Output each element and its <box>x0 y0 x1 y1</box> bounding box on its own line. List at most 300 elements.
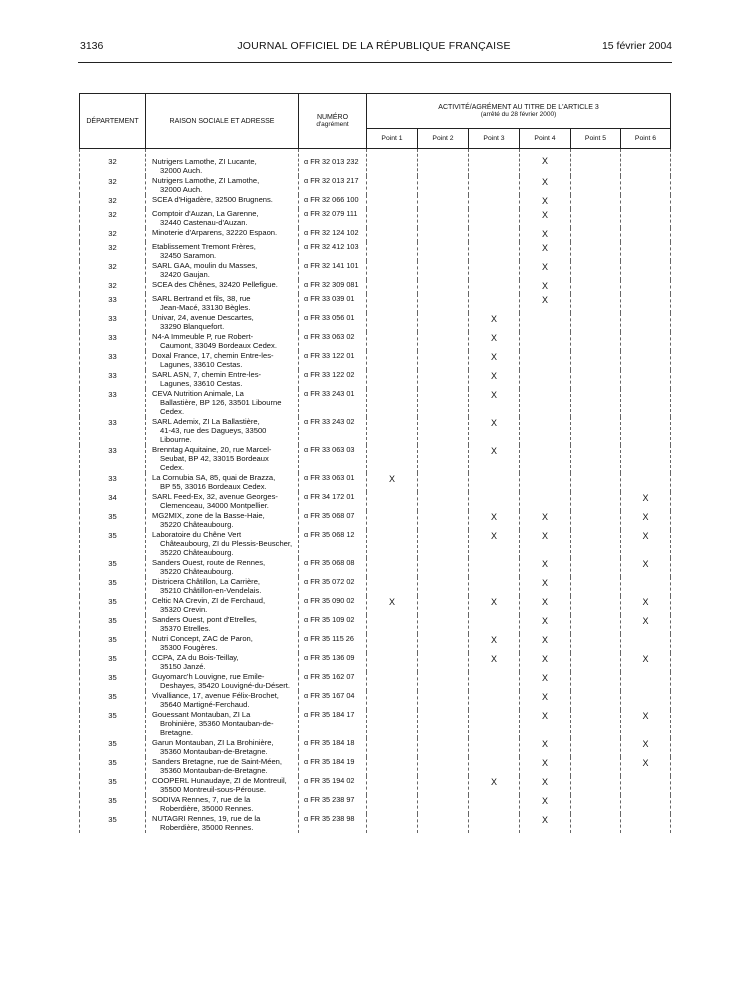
departement-cell: 35 <box>80 530 146 558</box>
point-4-mark <box>520 473 571 492</box>
point-3-mark: X <box>469 313 520 332</box>
company-address: 32450 Saramon. <box>160 251 217 260</box>
agrement-number-cell: α FR 35 194 02 <box>299 776 367 795</box>
col-header-numero-sub: d'agrément <box>316 121 349 128</box>
point-6-mark <box>621 814 671 833</box>
point-3-mark: X <box>469 332 520 351</box>
agrement-number-cell: α FR 34 172 01 <box>299 492 367 511</box>
company-name: COOPERL Hunaudaye, ZI de Montreuil, <box>152 776 287 785</box>
table-row <box>80 195 671 209</box>
point-4-mark: X <box>520 294 571 313</box>
point-1-mark <box>367 814 418 833</box>
point-4-mark: X <box>520 577 571 596</box>
agrement-number-cell: α FR 33 063 03 <box>299 445 367 473</box>
point-2-mark <box>418 492 469 511</box>
point-4-mark: X <box>520 653 571 672</box>
point-3-mark <box>469 757 520 776</box>
agrement-number-cell: α FR 32 013 232 <box>299 149 367 177</box>
point-5-mark <box>571 417 621 445</box>
table-row <box>80 445 671 473</box>
departement-cell: 35 <box>80 710 146 738</box>
company-name: SCEA des Chênes, 32420 Pellefigue. <box>152 280 278 289</box>
table-row <box>80 313 671 332</box>
point-4-mark: X <box>520 209 571 228</box>
point-5-mark <box>571 195 621 209</box>
raison-sociale-cell <box>146 370 299 389</box>
table-row <box>80 511 671 530</box>
point-4-mark: X <box>520 691 571 710</box>
col-header-point-2: Point 2 <box>418 129 469 149</box>
point-3-mark <box>469 242 520 261</box>
company-name: Sanders Ouest, route de Rennes, <box>152 558 266 567</box>
point-3-mark: X <box>469 370 520 389</box>
table-row <box>80 389 671 417</box>
raison-sociale-cell <box>146 261 299 280</box>
point-6-mark <box>621 332 671 351</box>
departement-cell: 33 <box>80 417 146 445</box>
point-5-mark <box>571 577 621 596</box>
col-header-point-6: Point 6 <box>621 129 671 149</box>
table-row <box>80 672 671 691</box>
table-row <box>80 757 671 776</box>
point-5-mark <box>571 242 621 261</box>
agrement-number-cell: α FR 33 056 01 <box>299 313 367 332</box>
point-3-mark <box>469 710 520 738</box>
point-3-mark <box>469 492 520 511</box>
point-1-mark <box>367 242 418 261</box>
company-address: Lagunes, 33610 Cestas. <box>160 379 243 388</box>
table-row <box>80 370 671 389</box>
company-name: Doxal France, 17, chemin Entre-les- <box>152 351 274 360</box>
company-address: 35210 Châtillon-en-Vendelais. <box>160 586 262 595</box>
raison-sociale-cell <box>146 691 299 710</box>
company-name: NUTAGRI Rennes, 19, rue de la <box>152 814 261 823</box>
company-address: Caumont, 33049 Bordeaux Cedex. <box>160 341 277 350</box>
company-name: Districera Châtillon, La Carrière, <box>152 577 261 586</box>
departement-cell: 35 <box>80 776 146 795</box>
point-6-mark <box>621 776 671 795</box>
company-address: 41-43, rue des Dagueys, 33500 Libourne. <box>160 426 267 444</box>
table-row <box>80 577 671 596</box>
point-2-mark <box>418 710 469 738</box>
table-row <box>80 691 671 710</box>
point-1-mark <box>367 738 418 757</box>
point-5-mark <box>571 280 621 294</box>
point-4-mark <box>520 389 571 417</box>
company-name: Etablissement Tremont Frères, <box>152 242 256 251</box>
raison-sociale-cell <box>146 814 299 833</box>
raison-sociale-cell <box>146 209 299 228</box>
agrement-number-cell: α FR 35 068 12 <box>299 530 367 558</box>
point-6-mark <box>621 313 671 332</box>
table-row <box>80 417 671 445</box>
raison-sociale-cell <box>146 511 299 530</box>
point-6-mark: X <box>621 738 671 757</box>
point-3-mark <box>469 209 520 228</box>
point-6-mark <box>621 389 671 417</box>
agrement-number-cell: α FR 35 184 19 <box>299 757 367 776</box>
point-5-mark <box>571 691 621 710</box>
point-5-mark <box>571 596 621 615</box>
point-4-mark <box>520 370 571 389</box>
departement-cell: 33 <box>80 332 146 351</box>
point-1-mark: X <box>367 596 418 615</box>
raison-sociale-cell <box>146 492 299 511</box>
company-name: Comptoir d'Auzan, La Garenne, <box>152 209 259 218</box>
departement-cell: 33 <box>80 313 146 332</box>
departement-cell: 33 <box>80 389 146 417</box>
raison-sociale-cell <box>146 242 299 261</box>
point-6-mark <box>621 294 671 313</box>
point-6-mark: X <box>621 653 671 672</box>
point-2-mark <box>418 195 469 209</box>
point-6-mark <box>621 445 671 473</box>
point-1-mark <box>367 691 418 710</box>
point-6-mark <box>621 149 671 177</box>
company-name: CEVA Nutrition Animale, La <box>152 389 244 398</box>
point-3-mark <box>469 615 520 634</box>
point-1-mark <box>367 757 418 776</box>
company-name: Univar, 24, avenue Descartes, <box>152 313 254 322</box>
point-4-mark: X <box>520 261 571 280</box>
departement-cell: 32 <box>80 209 146 228</box>
point-5-mark <box>571 795 621 814</box>
table-row <box>80 530 671 558</box>
raison-sociale-cell <box>146 149 299 177</box>
departement-cell: 35 <box>80 653 146 672</box>
point-4-mark: X <box>520 596 571 615</box>
table-row <box>80 332 671 351</box>
point-5-mark <box>571 615 621 634</box>
point-6-mark <box>621 228 671 242</box>
point-3-mark <box>469 738 520 757</box>
point-5-mark <box>571 530 621 558</box>
agrement-number-cell: α FR 32 309 081 <box>299 280 367 294</box>
point-1-mark <box>367 176 418 195</box>
departement-cell: 33 <box>80 294 146 313</box>
agrement-number-cell: α FR 32 013 217 <box>299 176 367 195</box>
table-row <box>80 294 671 313</box>
agrement-number-cell: α FR 35 136 09 <box>299 653 367 672</box>
departement-cell: 35 <box>80 577 146 596</box>
point-2-mark <box>418 634 469 653</box>
company-name: N4-A Immeuble P, rue Robert- <box>152 332 254 341</box>
point-2-mark <box>418 776 469 795</box>
table-row <box>80 242 671 261</box>
point-5-mark <box>571 473 621 492</box>
company-address: 35370 Etrelles. <box>160 624 211 633</box>
point-2-mark <box>418 615 469 634</box>
raison-sociale-cell <box>146 710 299 738</box>
col-header-point-1: Point 1 <box>367 129 418 149</box>
point-4-mark: X <box>520 776 571 795</box>
company-name: Guyomarc'h Louvigne, rue Emile- <box>152 672 265 681</box>
point-5-mark <box>571 814 621 833</box>
point-1-mark <box>367 653 418 672</box>
company-address: 35360 Montauban-de-Bretagne. <box>160 747 268 756</box>
table-row <box>80 615 671 634</box>
point-2-mark <box>418 209 469 228</box>
point-2-mark <box>418 577 469 596</box>
point-4-mark: X <box>520 149 571 177</box>
header-rule <box>78 62 672 63</box>
point-3-mark: X <box>469 389 520 417</box>
company-name: Sanders Bretagne, rue de Saint-Méen, <box>152 757 283 766</box>
point-6-mark <box>621 795 671 814</box>
raison-sociale-cell <box>146 445 299 473</box>
departement-cell: 35 <box>80 738 146 757</box>
company-name: Brenntag Aquitaine, 20, rue Marcel- <box>152 445 272 454</box>
company-address: Châteaubourg, ZI du Plessis-Beuscher, 35220 Châteaubourg. <box>160 539 293 557</box>
point-3-mark <box>469 672 520 691</box>
company-name: SARL GAA, moulin du Masses, <box>152 261 258 270</box>
agrement-number-cell: α FR 35 162 07 <box>299 672 367 691</box>
point-2-mark <box>418 757 469 776</box>
raison-sociale-cell <box>146 351 299 370</box>
point-6-mark: X <box>621 558 671 577</box>
point-1-mark <box>367 615 418 634</box>
company-name: Celtic NA Crevin, ZI de Ferchaud, <box>152 596 266 605</box>
col-header-numero-label: NUMÉRO <box>316 114 349 121</box>
point-2-mark <box>418 653 469 672</box>
point-3-mark <box>469 795 520 814</box>
departement-cell: 32 <box>80 280 146 294</box>
point-2-mark <box>418 242 469 261</box>
company-address: 35150 Janzé. <box>160 662 206 671</box>
company-address: 33290 Blanquefort. <box>160 322 225 331</box>
company-address: Brohinière, 35360 Montauban-de-Bretagne. <box>160 719 274 737</box>
raison-sociale-cell <box>146 176 299 195</box>
point-6-mark: X <box>621 530 671 558</box>
point-4-mark: X <box>520 195 571 209</box>
point-1-mark <box>367 389 418 417</box>
col-header-point-4: Point 4 <box>520 129 571 149</box>
company-name: Vivalliance, 17, avenue Félix-Brochet, <box>152 691 279 700</box>
point-3-mark <box>469 814 520 833</box>
point-5-mark <box>571 776 621 795</box>
point-5-mark <box>571 351 621 370</box>
point-3-mark <box>469 558 520 577</box>
point-6-mark <box>621 473 671 492</box>
point-5-mark <box>571 634 621 653</box>
point-5-mark <box>571 261 621 280</box>
point-1-mark <box>367 634 418 653</box>
point-3-mark <box>469 149 520 177</box>
point-2-mark <box>418 672 469 691</box>
departement-cell: 33 <box>80 473 146 492</box>
company-address: Seubat, BP 42, 33015 Bordeaux Cedex. <box>160 454 269 472</box>
point-6-mark: X <box>621 615 671 634</box>
point-3-mark <box>469 228 520 242</box>
departement-cell: 35 <box>80 672 146 691</box>
point-4-mark: X <box>520 814 571 833</box>
agrement-number-cell: α FR 32 079 111 <box>299 209 367 228</box>
col-header-numero <box>299 94 367 149</box>
point-1-mark <box>367 209 418 228</box>
point-3-mark: X <box>469 417 520 445</box>
company-address: 35220 Châteaubourg. <box>160 567 234 576</box>
raison-sociale-cell <box>146 332 299 351</box>
company-name: Minoterie d'Arparens, 32220 Espaon. <box>152 228 278 237</box>
table-row <box>80 776 671 795</box>
point-2-mark <box>418 294 469 313</box>
point-1-mark <box>367 149 418 177</box>
point-5-mark <box>571 313 621 332</box>
table-row <box>80 280 671 294</box>
point-5-mark <box>571 209 621 228</box>
point-1-mark <box>367 195 418 209</box>
raison-sociale-cell <box>146 615 299 634</box>
agrement-number-cell: α FR 33 122 02 <box>299 370 367 389</box>
company-address: 32000 Auch. <box>160 166 203 175</box>
company-name: SCEA d'Higadère, 32500 Brugnens. <box>152 195 273 204</box>
table-row <box>80 209 671 228</box>
departement-cell: 32 <box>80 261 146 280</box>
agrement-number-cell: α FR 33 063 02 <box>299 332 367 351</box>
point-1-mark <box>367 492 418 511</box>
point-6-mark: X <box>621 757 671 776</box>
table-row <box>80 634 671 653</box>
company-name: SARL Bertrand et fils, 38, rue <box>152 294 251 303</box>
point-1-mark <box>367 313 418 332</box>
table-row <box>80 228 671 242</box>
approvals-table <box>79 93 671 833</box>
point-3-mark <box>469 691 520 710</box>
point-5-mark <box>571 757 621 776</box>
point-1-mark <box>367 370 418 389</box>
point-1-mark <box>367 228 418 242</box>
point-4-mark <box>520 492 571 511</box>
company-name: SARL Ademix, ZI La Ballastière, <box>152 417 260 426</box>
raison-sociale-cell <box>146 294 299 313</box>
agrement-number-cell: α FR 35 184 17 <box>299 710 367 738</box>
departement-cell: 33 <box>80 445 146 473</box>
point-3-mark <box>469 280 520 294</box>
point-6-mark <box>621 176 671 195</box>
page-number: 3136 <box>80 40 104 52</box>
point-2-mark <box>418 814 469 833</box>
agrement-number-cell: α FR 35 238 97 <box>299 795 367 814</box>
point-1-mark <box>367 530 418 558</box>
point-4-mark: X <box>520 738 571 757</box>
col-header-point-5: Point 5 <box>571 129 621 149</box>
point-3-mark <box>469 473 520 492</box>
company-name: SARL Feed-Ex, 32, avenue Georges- <box>152 492 278 501</box>
raison-sociale-cell <box>146 473 299 492</box>
point-5-mark <box>571 176 621 195</box>
departement-cell: 35 <box>80 814 146 833</box>
company-name: CCPA, ZA du Bois-Teillay, <box>152 653 239 662</box>
point-1-mark <box>367 351 418 370</box>
point-1-mark <box>367 261 418 280</box>
departement-cell: 32 <box>80 195 146 209</box>
agrement-number-cell: α FR 32 066 100 <box>299 195 367 209</box>
raison-sociale-cell <box>146 577 299 596</box>
company-address: 35640 Martigné-Ferchaud. <box>160 700 250 709</box>
point-6-mark <box>621 351 671 370</box>
company-name: Nutrigers Lamothe, ZI Lucante, <box>152 157 257 166</box>
departement-cell: 35 <box>80 615 146 634</box>
company-name: Sanders Ouest, pont d'Etrelles, <box>152 615 257 624</box>
raison-sociale-cell <box>146 417 299 445</box>
departement-cell: 35 <box>80 795 146 814</box>
point-5-mark <box>571 294 621 313</box>
company-name: Nutri Concept, ZAC de Paron, <box>152 634 253 643</box>
point-4-mark: X <box>520 242 571 261</box>
point-2-mark <box>418 313 469 332</box>
table-row <box>80 492 671 511</box>
company-address: 32420 Gaujan. <box>160 270 210 279</box>
point-2-mark <box>418 389 469 417</box>
agrement-number-cell: α FR 32 141 101 <box>299 261 367 280</box>
point-2-mark <box>418 351 469 370</box>
company-address: Jean-Macé, 33130 Bègles. <box>160 303 251 312</box>
point-2-mark <box>418 228 469 242</box>
table-row <box>80 653 671 672</box>
company-name: SARL ASN, 7, chemin Entre-les- <box>152 370 262 379</box>
point-3-mark <box>469 577 520 596</box>
point-4-mark <box>520 445 571 473</box>
company-address: Roberdière, 35000 Rennes. <box>160 804 254 813</box>
point-6-mark: X <box>621 710 671 738</box>
table-row <box>80 710 671 738</box>
agrement-number-cell: α FR 35 109 02 <box>299 615 367 634</box>
point-4-mark: X <box>520 672 571 691</box>
raison-sociale-cell <box>146 195 299 209</box>
point-2-mark <box>418 795 469 814</box>
point-1-mark <box>367 417 418 445</box>
point-5-mark <box>571 710 621 738</box>
raison-sociale-cell <box>146 313 299 332</box>
point-6-mark <box>621 417 671 445</box>
table-row <box>80 261 671 280</box>
point-3-mark: X <box>469 776 520 795</box>
company-address: 32440 Castenau-d'Auzan. <box>160 218 248 227</box>
point-1-mark <box>367 558 418 577</box>
company-address: Ballastière, BP 126, 33501 Libourne Cedex. <box>160 398 282 416</box>
point-3-mark <box>469 195 520 209</box>
company-address: 35300 Fougères. <box>160 643 218 652</box>
point-6-mark: X <box>621 511 671 530</box>
point-3-mark <box>469 294 520 313</box>
col-header-raison-sociale: RAISON SOCIALE ET ADRESSE <box>146 94 299 149</box>
point-2-mark <box>418 370 469 389</box>
point-5-mark <box>571 332 621 351</box>
company-address: 32000 Auch. <box>160 185 203 194</box>
agrement-number-cell: α FR 35 072 02 <box>299 577 367 596</box>
point-2-mark <box>418 149 469 177</box>
point-2-mark <box>418 417 469 445</box>
agrement-number-cell: α FR 35 068 07 <box>299 511 367 530</box>
raison-sociale-cell <box>146 653 299 672</box>
point-3-mark <box>469 176 520 195</box>
departement-cell: 32 <box>80 149 146 177</box>
agrement-number-cell: α FR 33 243 02 <box>299 417 367 445</box>
table-row <box>80 176 671 195</box>
point-5-mark <box>571 511 621 530</box>
company-name: Nutrigers Lamothe, ZI Lamothe, <box>152 176 260 185</box>
point-1-mark <box>367 280 418 294</box>
point-4-mark <box>520 313 571 332</box>
raison-sociale-cell <box>146 634 299 653</box>
agrement-number-cell: α FR 35 090 02 <box>299 596 367 615</box>
table-row <box>80 558 671 577</box>
point-2-mark <box>418 261 469 280</box>
point-3-mark: X <box>469 530 520 558</box>
table-row <box>80 596 671 615</box>
point-4-mark: X <box>520 530 571 558</box>
point-4-mark: X <box>520 228 571 242</box>
